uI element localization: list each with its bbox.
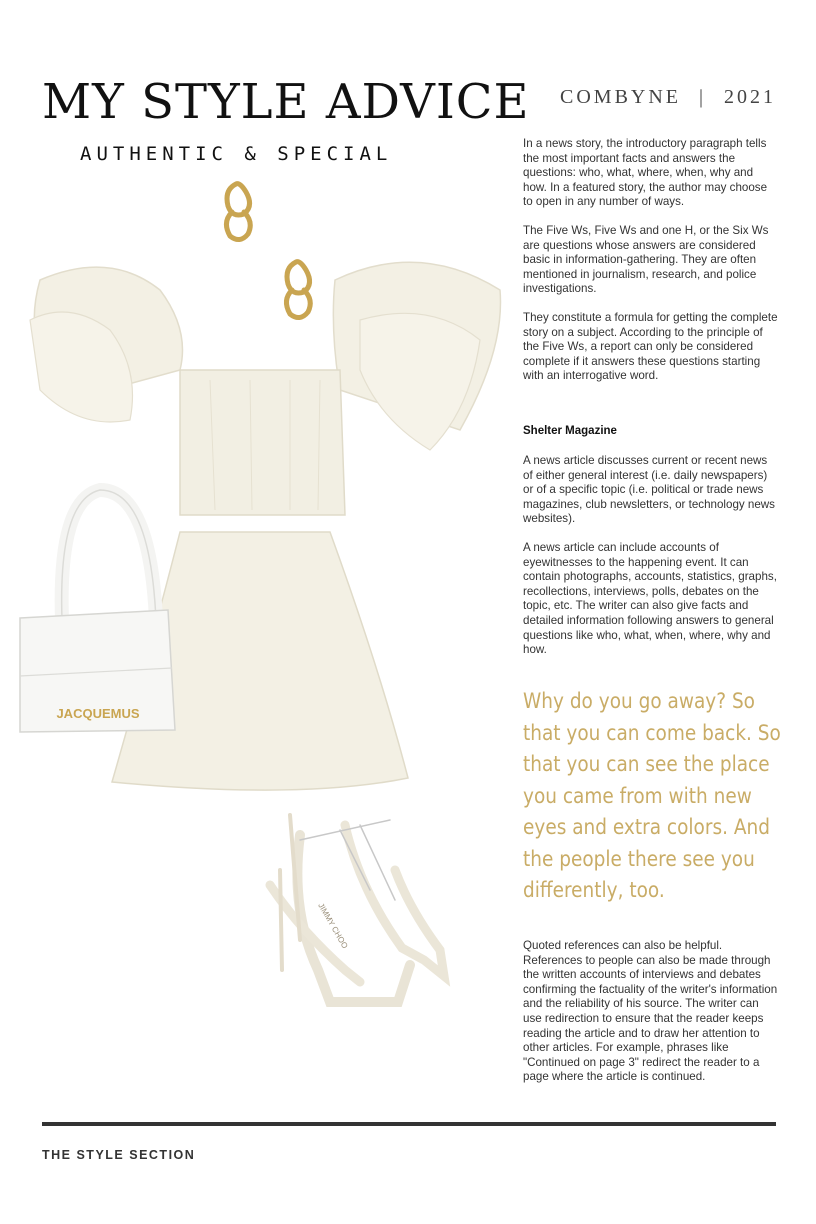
fashion-collage bbox=[0, 170, 520, 1020]
intro-paragraph: The Five Ws, Five Ws and one H, or the Six Ws are questions whose answers are considered basic in information-gathering. They are often mentioned in journalism, research, and police investigations. bbox=[523, 223, 769, 296]
bag-brand-label: JACQUEMUS bbox=[56, 706, 140, 721]
section-heading: Shelter Magazine bbox=[523, 425, 617, 437]
closing-paragraph: Quoted references can also be helpful. References to people can also be made through the written accounts of interviews and debates confirming the factuality of the writer's information and the reliability of his source. The writer can use redirection to ensure that the reader keeps reading the article and to draw her attention to other articles. For example, phrases like "Continued on page 3" redirect the reader to a page where the article is continued. bbox=[523, 939, 778, 1084]
intro-paragraph: They constitute a formula for getting the complete story on a subject. According to the principle of the Five Ws, a report can only be considered complete if it answers these questions starting with an interrogative word. bbox=[523, 310, 778, 383]
gold-earring-icon bbox=[226, 184, 250, 240]
section-paragraph: A news article can include accounts of eyewitnesses to the happening event. It can contain photographs, accounts, statistics, graphs, recollections, interviews, polls, debates on the topic, etc. The writer can also give facts and detailed information following answers to general questions like who, what, when, where, why and how. bbox=[523, 540, 777, 657]
intro-paragraph: In a news story, the introductory paragraph tells the most important facts and answers the questions: who, what, where, when, why and how. In a featured story, the author may choose to open in any number of ways. bbox=[523, 137, 768, 209]
intro-column bbox=[523, 137, 779, 384]
page-title: MY STYLE ADVICE bbox=[42, 74, 530, 130]
ruffle-crop-top bbox=[30, 262, 501, 515]
footer-label: THE STYLE SECTION bbox=[42, 1148, 196, 1162]
handbag bbox=[20, 490, 175, 732]
closing-column bbox=[523, 939, 779, 1085]
strappy-sandals bbox=[270, 815, 444, 1002]
masthead-year: 2021 bbox=[724, 86, 777, 108]
section-column bbox=[523, 454, 779, 658]
shoe-brand-label: JIMMY CHOO bbox=[316, 901, 350, 951]
masthead bbox=[560, 86, 776, 109]
gold-earring-icon bbox=[286, 262, 310, 318]
pull-quote: Why do you go away? So that you can come back. So that you can see the place you came from with new eyes and extra colors. And the people there see you differently, too. bbox=[523, 689, 781, 903]
section-paragraph: A news article discusses current or recent news of either general interest (i.e. daily newspapers) or of a specific topic (i.e. political or trade news magazines, club newsletters, or technology news websites). bbox=[523, 454, 775, 526]
page-subtitle: AUTHENTIC & SPECIAL bbox=[80, 143, 393, 165]
footer-rule bbox=[42, 1122, 776, 1126]
masthead-separator: | bbox=[699, 86, 707, 108]
masthead-brand: COMBYNE bbox=[560, 86, 682, 108]
